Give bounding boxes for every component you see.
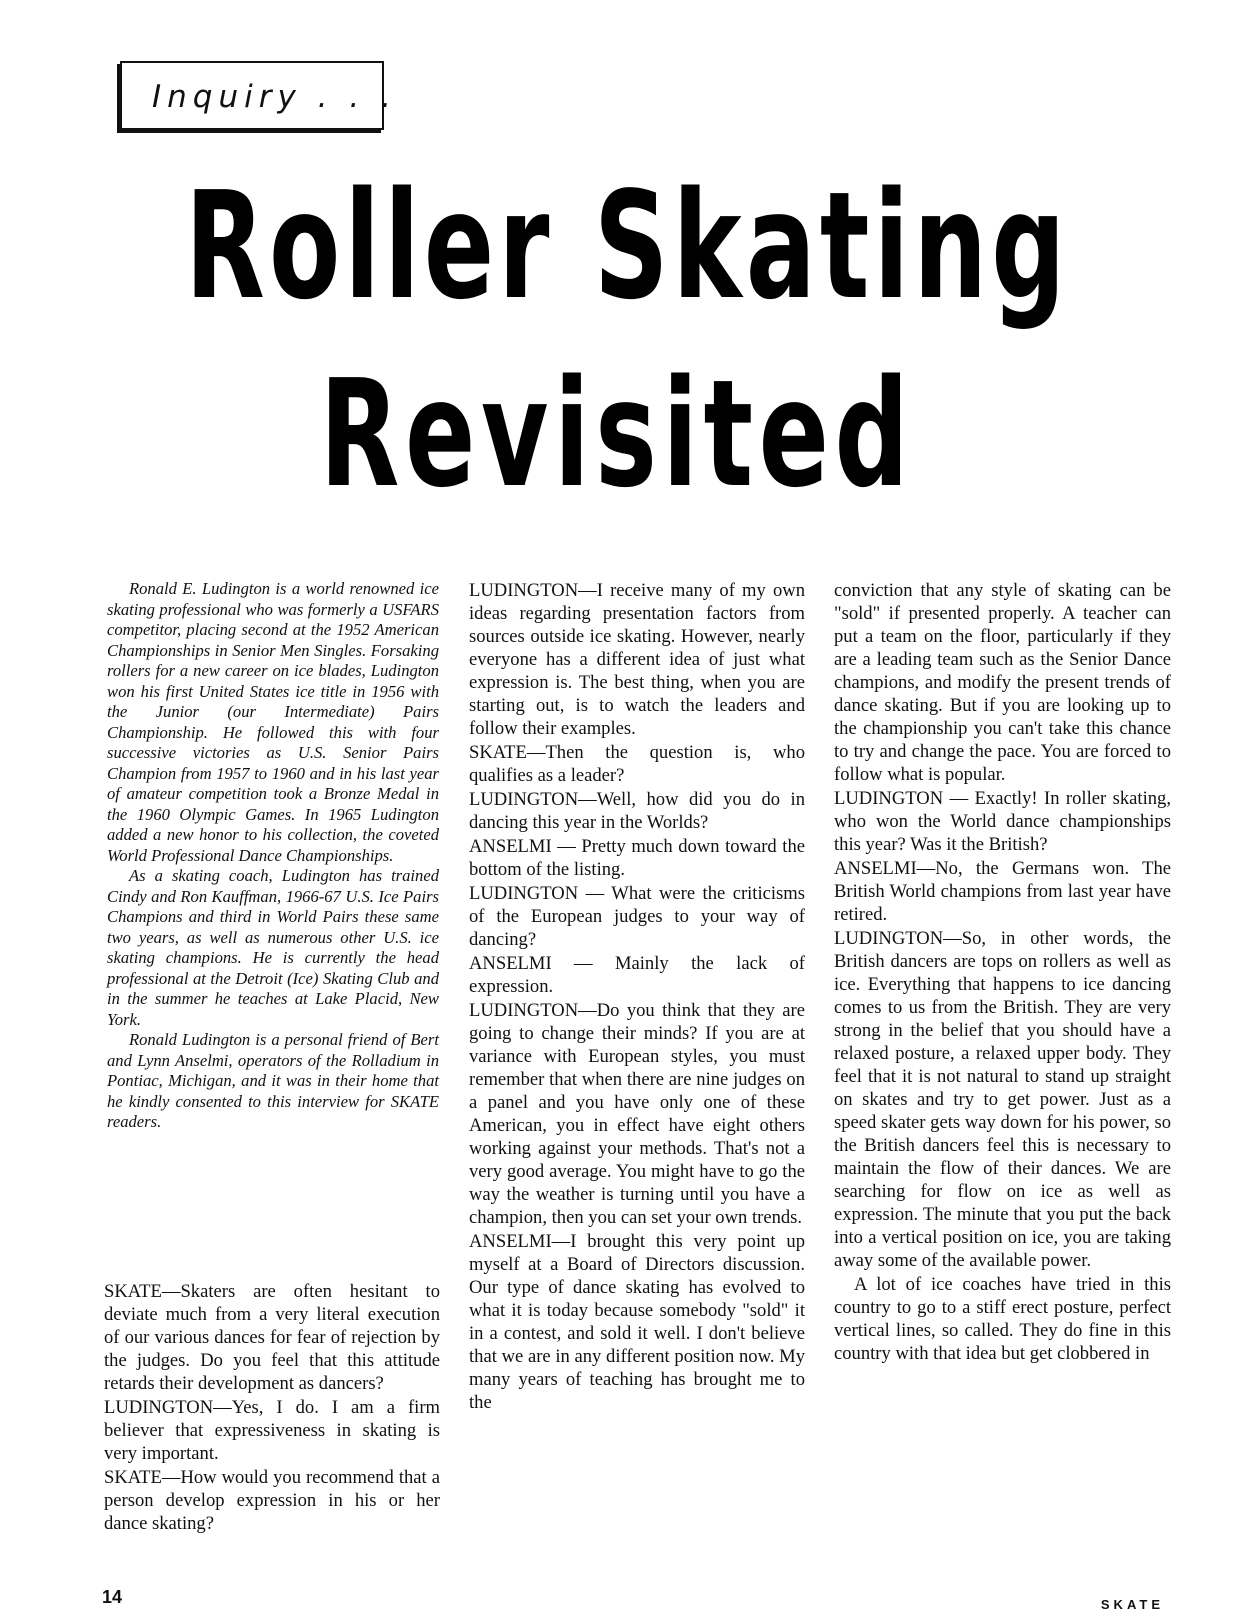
intro-paragraph: Ronald E. Ludington is a world renowned ice skating professional who was formerly a USFARS competitor, placing second at the 1952 American Championships in Senior Men Singles. Forsaking rollers for a new career on ice blades, Ludington won his first United States ice title in 1956 with the Junior (our Intermediate) Pairs Championship. He followed this with four successive victories as U.S. Senior Pairs Champion from 1957 to 1960 and in his last year of amateur competition took a Bronze Medal in the 1960 Olympic Games. In 1965 Ludington added a new honor to his collection, the coveted World Professional Dance Championships. (107, 579, 439, 865)
body-paragraph: SKATE—Then the question is, who qualifies as a leader? (469, 742, 805, 786)
body-column-1 (104, 1280, 440, 1535)
magazine-name: SKATE (1100, 1597, 1164, 1612)
body-paragraph: A lot of ice coaches have tried in this country to go to a stiff erect posture, perfect vertical lines, so called. They do fine in this country with that idea but get clobbered in (834, 1274, 1171, 1364)
body-paragraph: ANSELMI — Pretty much down toward the bottom of the listing. (469, 836, 805, 880)
body-column-3 (834, 579, 1171, 1365)
section-label-box (120, 61, 397, 130)
intro-paragraph: Ronald Ludington is a personal friend of Bert and Lynn Anselmi, operators of the Rolladium in Pontiac, Michigan, and it was in their home that he kindly consented to this interview for SKATE readers. (107, 1030, 439, 1131)
body-paragraph: LUDINGTON — What were the criticisms of the European judges to your way of dancing? (469, 883, 805, 950)
article-title-line-2: Revisited (319, 348, 915, 520)
page-number: 14 (102, 1587, 123, 1607)
section-label: Inquiry . . . (152, 79, 397, 115)
body-paragraph: LUDINGTON—I receive many of my own ideas regarding presentation factors from sources outside ice skating. However, nearly everyone has a different idea of just what expression is. The best thing, when you are starting out, is to watch the leaders and follow their examples. (469, 580, 805, 739)
body-paragraph: SKATE—How would you recommend that a person develop expression in his or her dance skating? (104, 1467, 440, 1534)
body-paragraph: LUDINGTON—So, in other words, the British dancers are tops on rollers as well as ice. Everything that happens to ice dancing comes to us from the British. They are very strong in the belief that you should have a relaxed posture, a relaxed upper body. They feel that it is not natural to stand up straight on skates and try to get power. Just as a speed skater gets way down for his power, so the British dancers feel this is necessary to maintain the flow of their dances. We are searching for flow on ice as well as expression. The minute that you put the back into a vertical position on ice, you are taking away some of the available power. (834, 928, 1171, 1271)
body-paragraph: LUDINGTON—Yes, I do. I am a firm believer that expressiveness in skating is very important. (104, 1397, 440, 1464)
body-paragraph: LUDINGTON—Well, how did you do in dancing this year in the Worlds? (469, 789, 805, 833)
body-paragraph: ANSELMI—No, the Germans won. The British World champions from last year have retired. (834, 858, 1171, 925)
body-paragraph: LUDINGTON — Exactly! In roller skating, who won the World dance championships this year? Was it the British? (834, 788, 1171, 855)
body-paragraph: LUDINGTON—Do you think that they are going to change their minds? If you are at variance with European styles, you must remember that when there are nine judges on a panel and you have only one of these American, you in effect have eight others working against your methods. That's not a very good average. You might have to go the way the weather is turning until you have a champion, then you can set your own trends. (469, 1000, 805, 1228)
body-paragraph: SKATE—Skaters are often hesitant to deviate much from a very literal execution of our various dances for fear of rejection by the judges. Do you feel that this attitude retards their development as dancers? (104, 1281, 440, 1394)
intro-paragraph: As a skating coach, Ludington has trained Cindy and Ron Kauffman, 1966-67 U.S. Ice Pairs Champions and third in World Pairs these same two years, as well as numerous other U.S. ice skating champions. He is currently the head professional at the Detroit (Ice) Skating Club and in the summer he teaches at Lake Placid, New York. (107, 866, 439, 1029)
article-title-line-1: Roller Skating (185, 160, 1070, 332)
body-column-2 (469, 579, 805, 1414)
body-paragraph: ANSELMI—I brought this very point up myself at a Board of Directors discussion. Our type of dance skating has evolved to what it is today because somebody "sold" it in a contest, and sold it well. I don't believe that we are in any different position now. My many years of teaching has brought me to the (469, 1231, 805, 1413)
body-paragraph: conviction that any style of skating can be "sold" if presented properly. A teacher can put a team on the floor, particularly if they are a leading team such as the Senior Dance champions, and modify the present trends of dance skating. But if you are looking up to the championship you can't take this chance to try and change the pace. You are forced to follow what is popular. (834, 580, 1171, 785)
body-paragraph: ANSELMI — Mainly the lack of expression. (469, 953, 805, 997)
intro-column (107, 579, 439, 1133)
